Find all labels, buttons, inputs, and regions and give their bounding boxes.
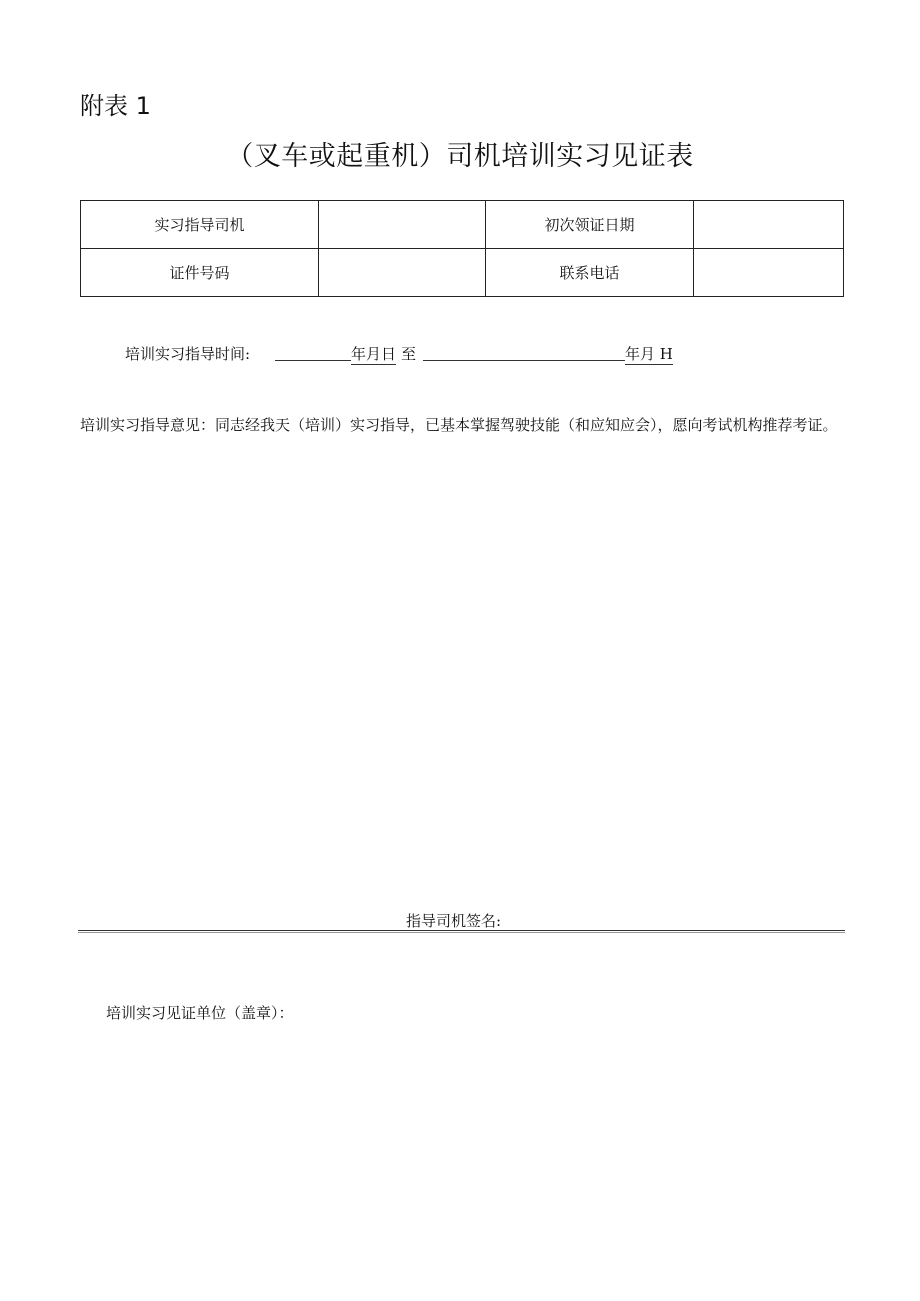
to-label: 至 xyxy=(401,345,417,363)
training-opinion: 培训实习指导意见：同志经我天（培训）实习指导，已基本掌握驾驶技能（和应知应会），愿向考试机构推荐考证。 xyxy=(80,416,838,434)
table-row xyxy=(81,201,844,249)
contact-phone-label: 联系电话 xyxy=(486,249,694,297)
certificate-number-field[interactable] xyxy=(319,249,486,297)
info-table xyxy=(80,200,844,297)
table-row xyxy=(81,249,844,297)
start-date-suffix: 年月日 xyxy=(351,345,397,363)
first-license-date-label: 初次领证日期 xyxy=(486,201,694,249)
start-date-blank[interactable] xyxy=(275,360,351,361)
instructor-signature-label: 指导司机签名: xyxy=(406,912,502,930)
witness-unit-stamp-label: 培训实习见证单位（盖章）： xyxy=(106,1004,294,1022)
certificate-number-label: 证件号码 xyxy=(81,249,319,297)
appendix-label: 附表 1 xyxy=(80,92,151,120)
end-date-blank[interactable] xyxy=(423,360,625,361)
form-title: （叉车或起重机）司机培训实习见证表 xyxy=(226,141,694,172)
signature-line-shadow xyxy=(78,932,845,933)
signature-line xyxy=(78,930,845,931)
contact-phone-field[interactable] xyxy=(694,249,844,297)
instructor-driver-field[interactable] xyxy=(319,201,486,249)
first-license-date-field[interactable] xyxy=(694,201,844,249)
instructor-driver-label: 实习指导司机 xyxy=(81,201,319,249)
end-date-suffix: 年月 H xyxy=(625,345,673,363)
training-period-label: 培训实习指导时间: xyxy=(125,345,251,363)
